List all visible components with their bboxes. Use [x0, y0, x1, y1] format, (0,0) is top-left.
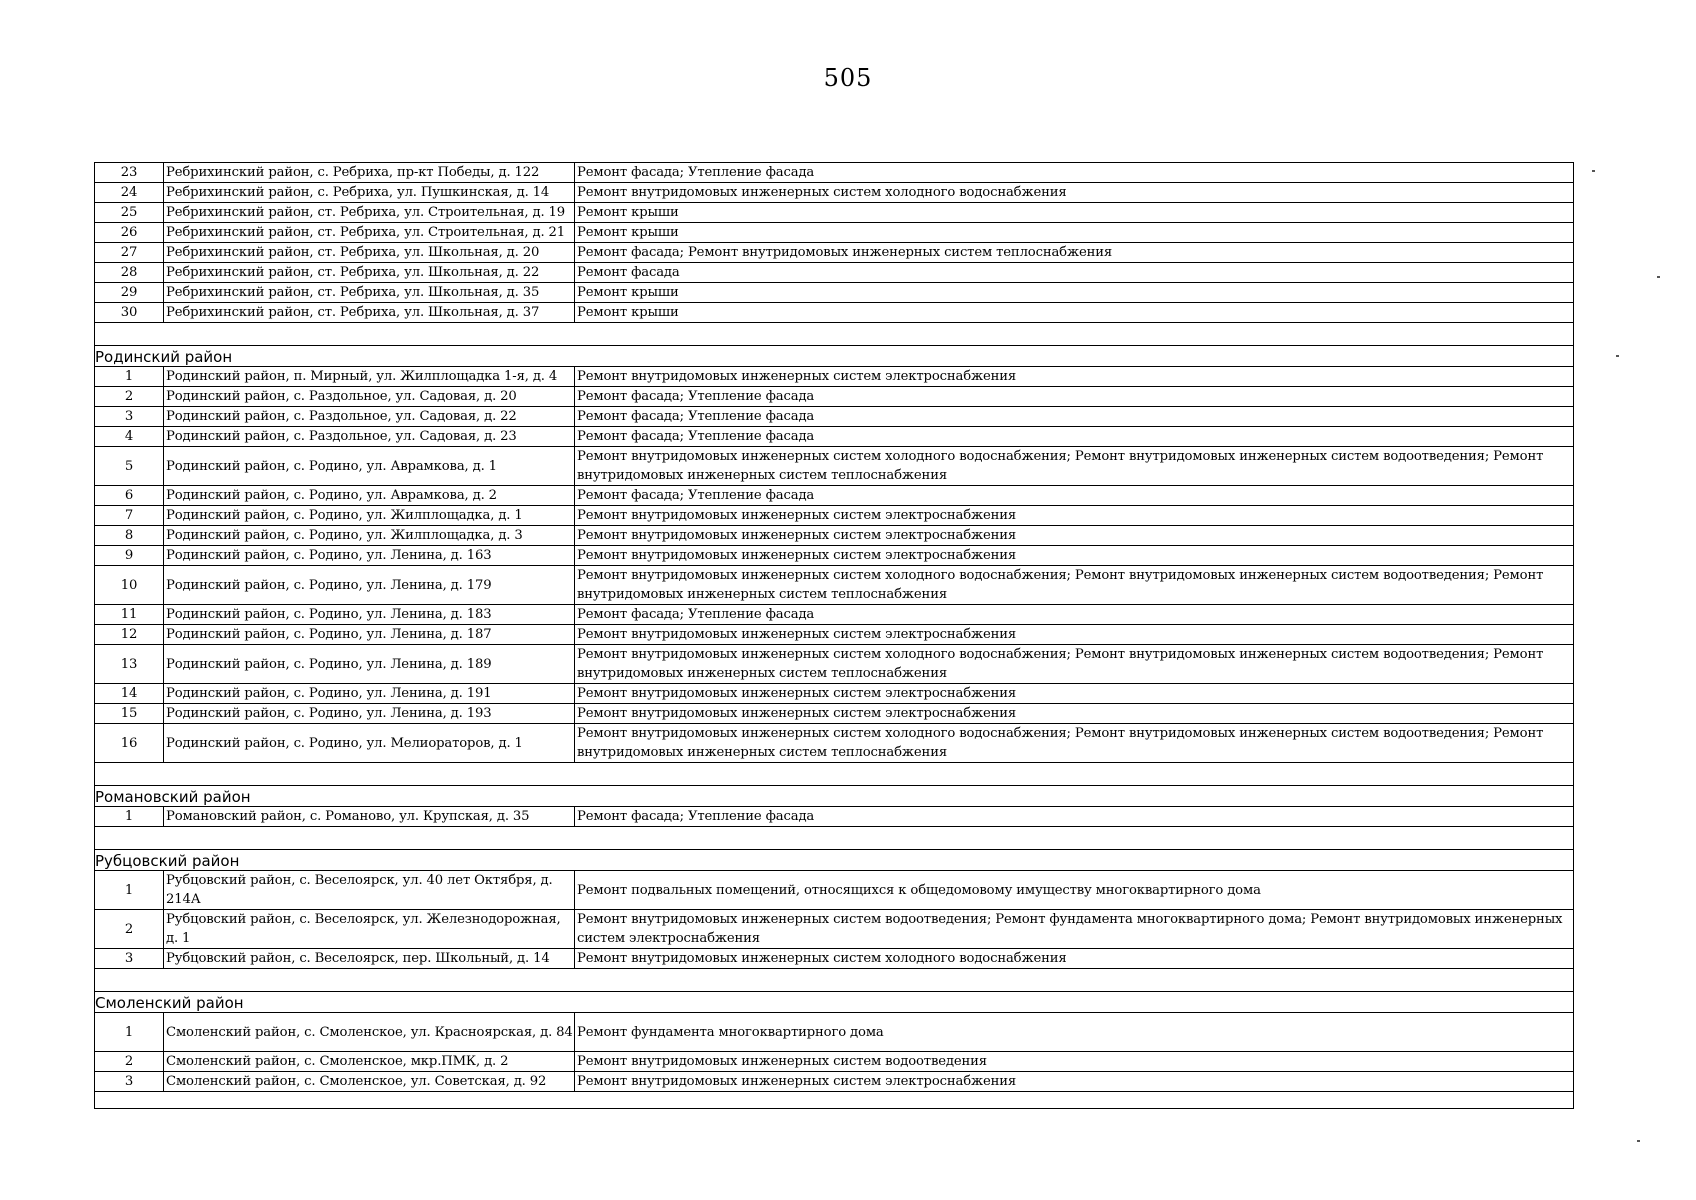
- row-work-type-text: Ремонт внутридомовых инженерных систем электроснабжения: [577, 706, 1017, 721]
- row-work-type-text: Ремонт внутридомовых инженерных систем холодного водоснабжения: [577, 185, 1067, 200]
- row-work-type: [575, 427, 1573, 446]
- row-work-type: [575, 303, 1573, 322]
- table-row: [95, 1012, 1573, 1051]
- row-address: [164, 183, 575, 202]
- row-number-text: 14: [120, 686, 138, 701]
- row-work-type: [575, 486, 1573, 505]
- row-number: [95, 526, 164, 545]
- row-address-text: Родинский район, с. Родино, ул. Ленина, д. 193: [166, 706, 492, 721]
- row-number-text: 6: [124, 488, 134, 503]
- row-work-type-text: Ремонт фасада; Утепление фасада: [577, 429, 815, 444]
- row-number-text: 7: [124, 508, 134, 523]
- row-address: [164, 684, 575, 703]
- row-number-text: 3: [124, 409, 134, 424]
- row-number-text: 16: [120, 735, 138, 751]
- row-work-type-text: Ремонт внутридомовых инженерных систем водоотведения; Ремонт фундамента многоквартирного дома; Ремонт внутридомовых инженерных систем электроснабжения: [577, 912, 1563, 946]
- row-work-type-text: Ремонт внутридомовых инженерных систем холодного водоснабжения; Ремонт внутридомовых инженерных систем водоотведения; Ремонт внутридомовых инженерных систем теплоснабжения: [577, 647, 1544, 681]
- row-number-text: 27: [120, 245, 138, 260]
- table-row: [95, 1071, 1573, 1091]
- row-work-type-text: Ремонт внутридомовых инженерных систем электроснабжения: [577, 1074, 1017, 1089]
- table-row: [95, 948, 1573, 968]
- row-address: [164, 447, 575, 485]
- row-address-text: Родинский район, с. Родино, ул. Ленина, д. 163: [166, 548, 492, 563]
- row-number-text: 3: [124, 1074, 134, 1089]
- row-address: [164, 367, 575, 386]
- row-address: [164, 223, 575, 242]
- row-number-text: 25: [120, 205, 138, 220]
- row-number-text: 15: [120, 706, 138, 721]
- row-number-text: 13: [120, 656, 138, 672]
- row-address: [164, 303, 575, 322]
- row-number-text: 10: [120, 577, 138, 593]
- row-work-type: [575, 203, 1573, 222]
- work-list-table: [94, 162, 1574, 1109]
- section-spacer: [95, 322, 1573, 345]
- row-work-type: [575, 163, 1573, 182]
- row-work-type-text: Ремонт фасада; Утепление фасада: [577, 165, 815, 180]
- row-number: [95, 283, 164, 302]
- table-row: [95, 624, 1573, 644]
- row-work-type-text: Ремонт внутридомовых инженерных систем электроснабжения: [577, 548, 1017, 563]
- row-work-type: [575, 704, 1573, 723]
- row-number-text: 24: [120, 185, 138, 200]
- row-work-type: [575, 283, 1573, 302]
- table-row: [95, 162, 1573, 182]
- table-row: [95, 565, 1573, 604]
- row-number-text: 1: [124, 369, 134, 384]
- row-work-type: [575, 949, 1573, 968]
- table-row: [95, 806, 1573, 826]
- row-work-type-text: Ремонт крыши: [577, 305, 679, 320]
- row-work-type-text: Ремонт внутридомовых инженерных систем водоотведения: [577, 1054, 987, 1069]
- district-title: Романовский район: [95, 785, 1573, 806]
- table-row: [95, 366, 1573, 386]
- row-work-type: [575, 625, 1573, 644]
- row-address: [164, 203, 575, 222]
- table-row: [95, 222, 1573, 242]
- row-address-text: Ребрихинский район, ст. Ребриха, ул. Строительная, д. 19: [166, 205, 566, 220]
- row-address: [164, 427, 575, 446]
- row-address-text: Ребрихинский район, ст. Ребриха, ул. Строительная, д. 21: [166, 225, 566, 240]
- row-work-type: [575, 367, 1573, 386]
- table-row: [95, 644, 1573, 683]
- row-address: [164, 566, 575, 604]
- row-address-text: Романовский район, с. Романово, ул. Крупская, д. 35: [166, 809, 530, 824]
- row-number: [95, 949, 164, 968]
- row-work-type-text: Ремонт фасада: [577, 265, 680, 280]
- row-address: [164, 546, 575, 565]
- row-work-type: [575, 1013, 1573, 1051]
- row-number: [95, 871, 164, 909]
- row-work-type: [575, 645, 1573, 683]
- row-number-text: 1: [124, 809, 134, 824]
- row-number: [95, 1052, 164, 1071]
- row-work-type-text: Ремонт фасада; Утепление фасада: [577, 809, 815, 824]
- row-number-text: 2: [124, 921, 134, 937]
- page-number: 505: [823, 64, 873, 92]
- row-address-text: Смоленский район, с. Смоленское, ул. Советская, д. 92: [166, 1074, 547, 1089]
- row-work-type-text: Ремонт внутридомовых инженерных систем электроснабжения: [577, 627, 1017, 642]
- row-number-text: 29: [120, 285, 138, 300]
- row-work-type-text: Ремонт подвальных помещений, относящихся к общедомовому имуществу многоквартирного дома: [577, 882, 1261, 898]
- row-address-text: Рубцовский район, с. Веселоярск, пер. Школьный, д. 14: [166, 951, 550, 966]
- row-number: [95, 546, 164, 565]
- row-number: [95, 1072, 164, 1091]
- row-number: [95, 263, 164, 282]
- table-row: [95, 302, 1573, 322]
- row-number: [95, 704, 164, 723]
- row-number-text: 2: [124, 389, 134, 404]
- row-address: [164, 163, 575, 182]
- row-address-text: Родинский район, с. Родино, ул. Ленина, д. 191: [166, 686, 492, 701]
- row-number-text: 30: [120, 305, 138, 320]
- row-work-type-text: Ремонт фасада; Утепление фасада: [577, 607, 815, 622]
- table-row: [95, 242, 1573, 262]
- district-title: Рубцовский район: [95, 849, 1573, 870]
- row-number: [95, 645, 164, 683]
- table-row: [95, 406, 1573, 426]
- row-address-text: Родинский район, с. Раздольное, ул. Садовая, д. 20: [166, 389, 517, 404]
- row-address-text: Родинский район, с. Раздольное, ул. Садовая, д. 23: [166, 429, 517, 444]
- scan-speck: [1637, 1140, 1640, 1142]
- row-address-text: Ребрихинский район, ст. Ребриха, ул. Школьная, д. 35: [166, 285, 540, 300]
- row-number: [95, 303, 164, 322]
- row-number: [95, 407, 164, 426]
- row-number: [95, 566, 164, 604]
- row-address-text: Родинский район, п. Мирный, ул. Жилплощадка 1-я, д. 4: [166, 369, 558, 384]
- row-work-type-text: Ремонт фасада; Утепление фасада: [577, 488, 815, 503]
- table-row: [95, 282, 1573, 302]
- row-number-text: 26: [120, 225, 138, 240]
- row-address-text: Ребрихинский район, с. Ребриха, ул. Пушкинская, д. 14: [166, 185, 550, 200]
- row-work-type: [575, 546, 1573, 565]
- row-work-type: [575, 566, 1573, 604]
- row-address: [164, 625, 575, 644]
- table-row: [95, 909, 1573, 948]
- row-number: [95, 605, 164, 624]
- row-number: [95, 223, 164, 242]
- row-address: [164, 486, 575, 505]
- row-work-type: [575, 605, 1573, 624]
- row-work-type-text: Ремонт внутридомовых инженерных систем холодного водоснабжения; Ремонт внутридомовых инженерных систем водоотведения; Ремонт внутридомовых инженерных систем теплоснабжения: [577, 449, 1544, 483]
- row-work-type: [575, 910, 1573, 948]
- row-work-type: [575, 387, 1573, 406]
- scan-speck: [1592, 170, 1595, 172]
- table-row: [95, 386, 1573, 406]
- row-address: [164, 807, 575, 826]
- row-address: [164, 1013, 575, 1051]
- row-number-text: 28: [120, 265, 138, 280]
- table-row: [95, 1051, 1573, 1071]
- table-row: [95, 262, 1573, 282]
- row-number-text: 1: [124, 1024, 134, 1040]
- table-row: [95, 723, 1573, 762]
- row-address-text: Родинский район, с. Родино, ул. Мелиораторов, д. 1: [166, 735, 523, 751]
- table-row: [95, 182, 1573, 202]
- row-address-text: Ребрихинский район, с. Ребриха, пр-кт Победы, д. 122: [166, 165, 540, 180]
- row-address: [164, 605, 575, 624]
- row-number: [95, 625, 164, 644]
- row-address-text: Родинский район, с. Родино, ул. Ленина, д. 183: [166, 607, 492, 622]
- row-address-text: Ребрихинский район, ст. Ребриха, ул. Школьная, д. 37: [166, 305, 540, 320]
- row-address-text: Родинский район, с. Родино, ул. Аврамкова, д. 1: [166, 458, 497, 474]
- row-address-text: Родинский район, с. Родино, ул. Ленина, д. 187: [166, 627, 492, 642]
- row-work-type-text: Ремонт крыши: [577, 205, 679, 220]
- row-address-text: Родинский район, с. Родино, ул. Жилплощадка, д. 1: [166, 508, 523, 523]
- row-work-type-text: Ремонт фасада; Ремонт внутридомовых инженерных систем теплоснабжения: [577, 245, 1113, 260]
- row-work-type-text: Ремонт внутридомовых инженерных систем электроснабжения: [577, 508, 1017, 523]
- row-address-text: Родинский район, с. Родино, ул. Жилплощадка, д. 3: [166, 528, 523, 543]
- row-number: [95, 807, 164, 826]
- row-number: [95, 243, 164, 262]
- row-address: [164, 1052, 575, 1071]
- row-address: [164, 263, 575, 282]
- row-number-text: 4: [124, 429, 134, 444]
- row-work-type-text: Ремонт внутридомовых инженерных систем холодного водоснабжения; Ремонт внутридомовых инженерных систем водоотведения; Ремонт внутридомовых инженерных систем теплоснабжения: [577, 726, 1544, 760]
- row-work-type-text: Ремонт крыши: [577, 285, 679, 300]
- row-number-text: 1: [124, 882, 134, 898]
- table-row: [95, 870, 1573, 909]
- row-address-text: Смоленский район, с. Смоленское, ул. Красноярская, д. 84: [166, 1024, 573, 1040]
- row-address: [164, 724, 575, 762]
- row-work-type: [575, 526, 1573, 545]
- row-address: [164, 910, 575, 948]
- row-number-text: 3: [124, 951, 134, 966]
- row-work-type-text: Ремонт внутридомовых инженерных систем электроснабжения: [577, 369, 1017, 384]
- row-number: [95, 724, 164, 762]
- row-address: [164, 871, 575, 909]
- row-work-type: [575, 447, 1573, 485]
- table-bottom: [95, 1091, 1573, 1109]
- row-number-text: 5: [124, 458, 134, 474]
- section-spacer: [95, 826, 1573, 849]
- row-number: [95, 506, 164, 525]
- row-work-type-text: Ремонт фундамента многоквартирного дома: [577, 1024, 884, 1040]
- row-address: [164, 387, 575, 406]
- row-work-type: [575, 183, 1573, 202]
- row-address: [164, 526, 575, 545]
- table-row: [95, 703, 1573, 723]
- table-row: [95, 485, 1573, 505]
- row-address: [164, 243, 575, 262]
- row-number: [95, 486, 164, 505]
- section-spacer: [95, 762, 1573, 785]
- row-address: [164, 407, 575, 426]
- row-work-type: [575, 506, 1573, 525]
- row-work-type: [575, 1052, 1573, 1071]
- row-work-type: [575, 684, 1573, 703]
- row-address-text: Ребрихинский район, ст. Ребриха, ул. Школьная, д. 22: [166, 265, 540, 280]
- row-number: [95, 367, 164, 386]
- row-number: [95, 427, 164, 446]
- table-row: [95, 545, 1573, 565]
- table-row: [95, 202, 1573, 222]
- row-number: [95, 163, 164, 182]
- table-row: [95, 446, 1573, 485]
- row-work-type-text: Ремонт внутридомовых инженерных систем электроснабжения: [577, 686, 1017, 701]
- row-number: [95, 1013, 164, 1051]
- table-row: [95, 525, 1573, 545]
- row-number-text: 23: [120, 165, 138, 180]
- row-number: [95, 203, 164, 222]
- row-address: [164, 704, 575, 723]
- row-address: [164, 949, 575, 968]
- row-number: [95, 183, 164, 202]
- row-number-text: 11: [120, 607, 138, 622]
- row-number-text: 2: [124, 1054, 134, 1069]
- row-work-type: [575, 263, 1573, 282]
- section-spacer: [95, 968, 1573, 991]
- row-number: [95, 910, 164, 948]
- row-work-type: [575, 223, 1573, 242]
- row-address: [164, 283, 575, 302]
- row-address-text: Родинский район, с. Раздольное, ул. Садовая, д. 22: [166, 409, 517, 424]
- district-title: Смоленский район: [95, 991, 1573, 1012]
- table-row: [95, 604, 1573, 624]
- scan-speck: [1657, 276, 1660, 278]
- table-row: [95, 426, 1573, 446]
- row-address-text: Смоленский район, с. Смоленское, мкр.ПМК, д. 2: [166, 1054, 509, 1069]
- row-number-text: 9: [124, 548, 134, 563]
- row-work-type: [575, 407, 1573, 426]
- row-address-text: Рубцовский район, с. Веселоярск, ул. Железнодорожная, д. 1: [166, 912, 561, 946]
- row-address-text: Рубцовский район, с. Веселоярск, ул. 40 лет Октября, д. 214А: [166, 873, 553, 907]
- row-work-type: [575, 871, 1573, 909]
- row-address: [164, 645, 575, 683]
- row-work-type: [575, 807, 1573, 826]
- row-work-type: [575, 243, 1573, 262]
- row-number: [95, 387, 164, 406]
- row-number-text: 12: [120, 627, 138, 642]
- district-title: Родинский район: [95, 345, 1573, 366]
- row-number-text: 8: [124, 528, 134, 543]
- row-work-type: [575, 724, 1573, 762]
- row-number: [95, 447, 164, 485]
- row-number: [95, 684, 164, 703]
- row-work-type-text: Ремонт внутридомовых инженерных систем холодного водоснабжения; Ремонт внутридомовых инженерных систем водоотведения; Ремонт внутридомовых инженерных систем теплоснабжения: [577, 568, 1544, 602]
- row-address: [164, 1072, 575, 1091]
- row-work-type-text: Ремонт крыши: [577, 225, 679, 240]
- row-work-type-text: Ремонт фасада; Утепление фасада: [577, 409, 815, 424]
- row-address-text: Родинский район, с. Родино, ул. Ленина, д. 179: [166, 577, 492, 593]
- table-row: [95, 683, 1573, 703]
- row-work-type-text: Ремонт фасада; Утепление фасада: [577, 389, 815, 404]
- row-work-type-text: Ремонт внутридомовых инженерных систем электроснабжения: [577, 528, 1017, 543]
- scan-speck: [1616, 355, 1619, 357]
- row-work-type-text: Ремонт внутридомовых инженерных систем холодного водоснабжения: [577, 951, 1067, 966]
- table-row: [95, 505, 1573, 525]
- row-address: [164, 506, 575, 525]
- row-work-type: [575, 1072, 1573, 1091]
- row-address-text: Родинский район, с. Родино, ул. Ленина, д. 189: [166, 656, 492, 672]
- row-address-text: Ребрихинский район, ст. Ребриха, ул. Школьная, д. 20: [166, 245, 540, 260]
- row-address-text: Родинский район, с. Родино, ул. Аврамкова, д. 2: [166, 488, 497, 503]
